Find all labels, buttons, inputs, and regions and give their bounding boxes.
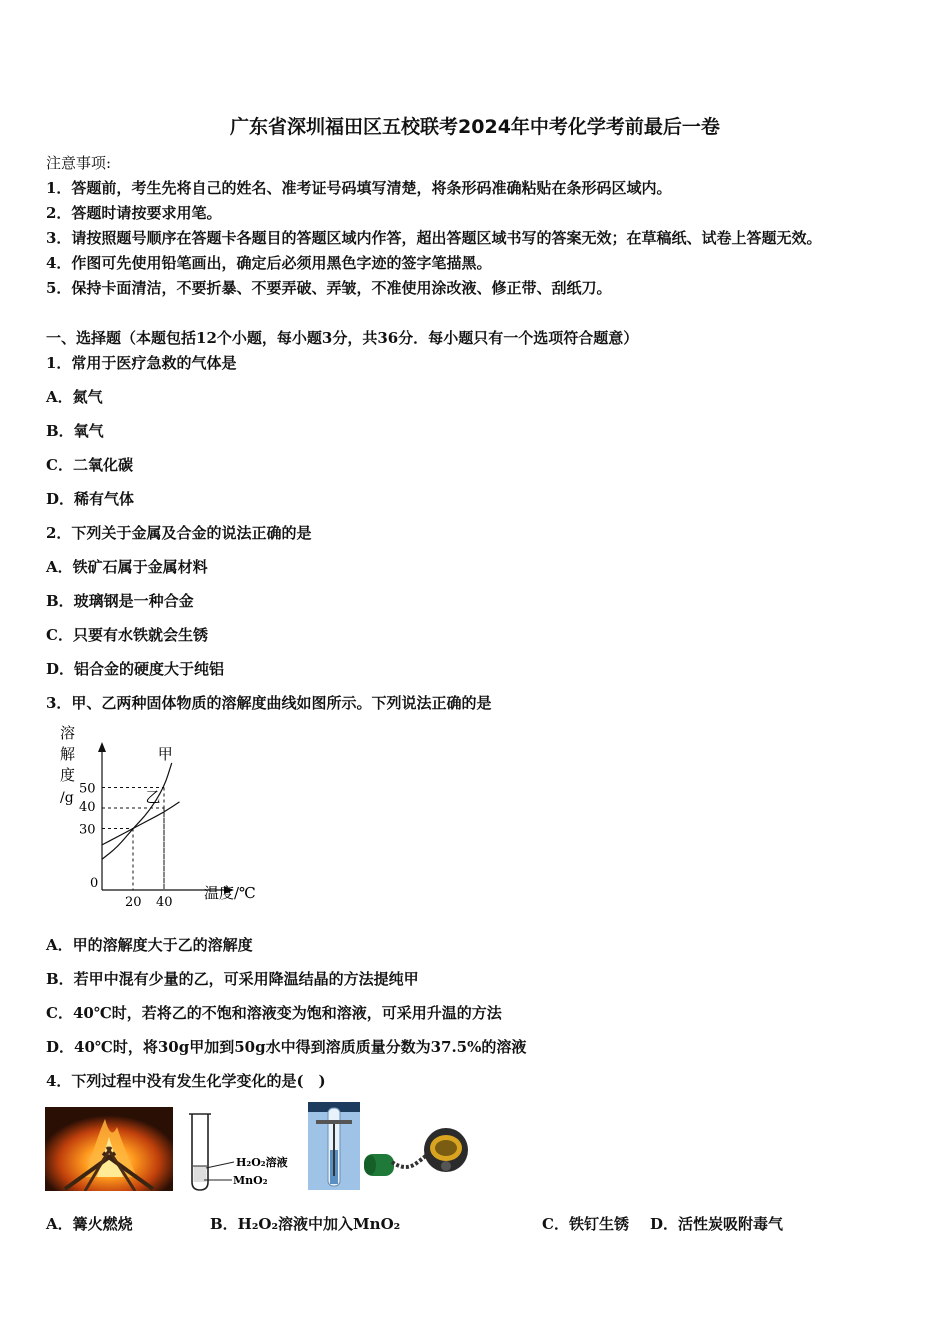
y-tick-label: 40 xyxy=(79,800,96,815)
question-4-option-c: C．铁钉生锈 xyxy=(542,1215,629,1233)
notice-item: 4．作图可先使用铅笔画出，确定后必须用黑色字迹的签字笔描黑。 xyxy=(46,254,492,272)
x-tick-label: 20 xyxy=(125,895,142,908)
notice-item: 3．请按照题号顺序在答题卡各题目的答题区域内作答，超出答题区域书写的答案无效；在草稿纸、试卷上答题无效。 xyxy=(46,229,822,247)
y-axis-label-char: 溶 xyxy=(60,724,76,742)
series-line-jia xyxy=(102,763,172,859)
notice-item: 5．保持卡面清洁，不要折暴、不要弄破、弄皱，不准使用涂改液、修正带、刮纸刀。 xyxy=(46,279,612,297)
series-label: 甲 xyxy=(157,744,173,763)
y-axis-label-char: 解 xyxy=(60,745,76,763)
question-3-option-c: C．40℃时，若将乙的不饱和溶液变为饱和溶液，可采用升温的方法 xyxy=(46,1004,502,1022)
x-tick-label: 40 xyxy=(156,895,173,908)
series-label: 乙 xyxy=(145,787,161,806)
question-2-option-d: D．铝合金的硬度大于纯铝 xyxy=(46,660,225,678)
iron-nail-image xyxy=(308,1102,360,1190)
question-4-option-d: D．活性炭吸附毒气 xyxy=(650,1215,784,1233)
notice-item: 2．答题时请按要求用笔。 xyxy=(46,204,222,222)
question-2-stem: 2．下列关于金属及合金的说法正确的是 xyxy=(46,524,312,542)
bonfire-image xyxy=(45,1107,173,1191)
solubility-chart xyxy=(50,718,280,908)
question-1-option-a: A．氮气 xyxy=(46,388,103,406)
gas-mask-image xyxy=(360,1122,470,1182)
x-axis-label: 温度/℃ xyxy=(204,884,256,902)
y-axis-label-char: /g xyxy=(60,790,74,806)
question-3-option-a: A．甲的溶解度大于乙的溶解度 xyxy=(46,936,253,954)
question-1-option-b: B．氧气 xyxy=(46,422,104,440)
question-3-option-b: B．若甲中混有少量的乙，可采用降温结晶的方法提纯甲 xyxy=(46,970,419,988)
question-1-stem: 1．常用于医疗急救的气体是 xyxy=(46,354,237,372)
notice-item: 1．答题前，考生先将自己的姓名、准考证号码填写清楚，将条形码准确粘贴在条形码区域内。 xyxy=(46,179,672,197)
notice-heading: 注意事项: xyxy=(46,154,112,172)
question-1-option-d: D．稀有气体 xyxy=(46,490,135,508)
page-title: 广东省深圳福田区五校联考2024年中考化学考前最后一卷 xyxy=(230,116,720,138)
question-1-option-c: C．二氧化碳 xyxy=(46,456,133,474)
y-tick-label: 50 xyxy=(79,781,96,797)
test-tube-h2o2-image xyxy=(186,1110,306,1194)
y-axis-arrow xyxy=(98,742,106,752)
question-4-stem: 4．下列过程中没有发生化学变化的是( ) xyxy=(46,1072,326,1090)
question-3-option-d: D．40℃时，将30g甲加到50g水中得到溶质质量分数为37.5%的溶液 xyxy=(46,1038,527,1056)
y-axis-label-char: 度 xyxy=(60,766,76,784)
question-2-option-b: B．玻璃钢是一种合金 xyxy=(46,592,194,610)
origin-label: 0 xyxy=(90,876,99,891)
mno2-label: MnO₂ xyxy=(233,1174,268,1187)
question-3-stem: 3．甲、乙两种固体物质的溶解度曲线如图所示。下列说法正确的是 xyxy=(46,694,492,712)
section-heading: 一、选择题（本题包括12个小题，每小题3分，共36分．每小题只有一个选项符合题意） xyxy=(46,329,639,347)
y-tick-label: 30 xyxy=(79,822,96,838)
question-4-option-b: B．H₂O₂溶液中加入MnO₂ xyxy=(210,1215,401,1233)
question-2-option-a: A．铁矿石属于金属材料 xyxy=(46,558,208,576)
h2o2-label: H₂O₂溶液 xyxy=(236,1156,288,1169)
question-4-option-a: A．篝火燃烧 xyxy=(46,1215,133,1233)
question-2-option-c: C．只要有水铁就会生锈 xyxy=(46,626,208,644)
